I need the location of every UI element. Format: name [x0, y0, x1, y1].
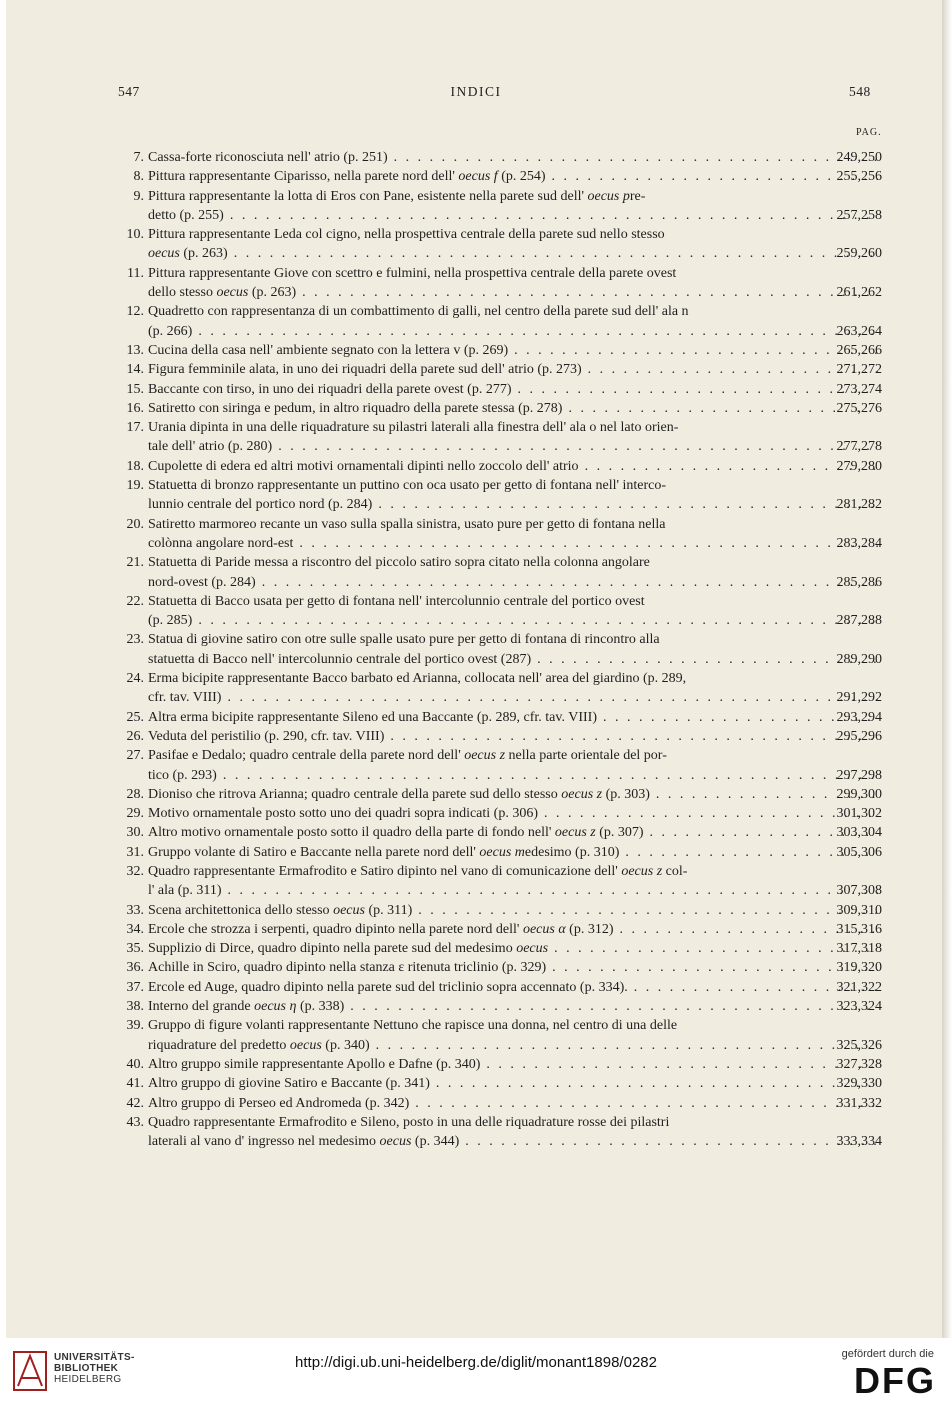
entry-number: 31. — [126, 844, 144, 860]
entry-number: 24. — [126, 671, 144, 687]
entry-text: lunnio centrale del portico nord (p. 284) . . . — [148, 495, 878, 514]
entry-text: Statuetta di bronzo rappresentante un puttino con oca usato per getto di fontana nell' interco- — [148, 478, 667, 494]
entry-text: Urania dipinta in una delle riquadrature su pilastri laterali alla finestra dell' ala o nel lato orien- — [148, 420, 679, 436]
leader-dots — [228, 246, 878, 261]
entry-pages: 317,318 — [836, 941, 882, 957]
entry-number: 12. — [126, 304, 144, 320]
entry-text: Statuetta di Bacco usata per getto di fontana nell' intercolunnio centrale del portico ovest — [148, 593, 645, 609]
entry-pages: 309,310 — [836, 902, 882, 918]
entry-pages: 271,272 — [836, 362, 882, 378]
entry-pages: 293,294 — [836, 709, 882, 725]
entry-number: 22. — [126, 593, 144, 609]
entry-number: 19. — [126, 478, 144, 494]
entry-number: 32. — [126, 863, 144, 879]
leader-dots — [224, 208, 878, 223]
index-entry-continuation — [6, 322, 946, 341]
entry-pages: 305,306 — [836, 844, 882, 860]
leader-dots — [272, 439, 878, 454]
index-entry — [6, 1074, 946, 1093]
leader-dots — [293, 536, 878, 551]
entry-pages: 327,328 — [836, 1056, 882, 1072]
leader-dots — [480, 1057, 878, 1072]
entry-pages: 291,292 — [836, 690, 882, 706]
leader-dots — [192, 613, 878, 628]
entry-number: 28. — [126, 786, 144, 802]
entry-pages: 261,262 — [836, 285, 882, 301]
entry-number: 29. — [126, 806, 144, 822]
entry-number: 17. — [126, 420, 144, 436]
index-entry — [6, 399, 946, 418]
entry-text: Pittura rappresentante Leda col cigno, nella prospettiva centrale della parete sud nello stesso — [148, 227, 665, 243]
index-entry — [6, 727, 946, 746]
entry-number: 7. — [133, 150, 144, 165]
index-entry-continuation — [6, 573, 946, 592]
entry-text: Pittura rappresentante Giove con scettro e fulmini, nella prospettiva centrale della parete ovest — [148, 265, 677, 281]
entry-text: Dioniso che ritrova Arianna; quadro centrale della parete sud dello stesso oecus z (p. 303) . . . — [148, 785, 878, 804]
entry-number: 41. — [126, 1076, 144, 1092]
entry-pages: 283,284 — [836, 535, 882, 551]
index-entry-continuation — [6, 244, 946, 263]
leader-dots — [388, 150, 878, 165]
entry-pages: 307,308 — [836, 883, 882, 899]
library-name: UNIVERSITÄTS- BIBLIOTHEK HEIDELBERG — [54, 1352, 135, 1385]
entry-pages: 257,258 — [836, 207, 882, 223]
entry-number: 14. — [126, 362, 144, 378]
entry-pages: 285,286 — [836, 574, 882, 590]
index-entry — [6, 418, 946, 437]
index-entry — [6, 862, 946, 881]
entry-number: 26. — [126, 728, 144, 744]
entry-text: Cassa-forte riconosciuta nell' atrio (p. 251) . . . — [148, 148, 878, 167]
page-edge — [942, 0, 952, 1338]
entry-number: 9. — [133, 188, 144, 204]
leader-dots — [221, 690, 878, 705]
index-entries — [6, 148, 946, 1151]
entry-number: 30. — [126, 825, 144, 841]
entry-text: Ercole ed Auge, quadro dipinto nella parete sud del triclinio sopra accennato (p. 334). . . . — [148, 978, 878, 997]
entry-text: (p. 285) . . . — [148, 611, 878, 630]
leader-dots — [344, 999, 878, 1014]
entry-number: 33. — [126, 902, 144, 918]
index-entry — [6, 457, 946, 476]
leader-dots — [384, 729, 878, 744]
index-entry-continuation — [6, 495, 946, 514]
entry-pages: 299,300 — [836, 786, 882, 802]
index-entry — [6, 843, 946, 862]
index-entry — [6, 939, 946, 958]
entry-pages: 281,282 — [836, 497, 882, 513]
index-entry — [6, 630, 946, 649]
entry-number: 15. — [126, 381, 144, 397]
running-header — [6, 84, 946, 104]
entry-pages: 331,332 — [836, 1095, 882, 1111]
entry-pages: 265,266 — [836, 342, 882, 358]
entry-text: Quadro rappresentante Ermafrodito e Satiro dipinto nel vano di comunicazione dell' oecus z col- — [148, 863, 688, 879]
entry-pages: 287,288 — [836, 613, 882, 629]
leader-dots — [430, 1076, 878, 1091]
index-entry — [6, 1094, 946, 1113]
entry-number: 43. — [126, 1114, 144, 1130]
index-entry — [6, 958, 946, 977]
entry-number: 16. — [126, 400, 144, 416]
entry-text: Pittura rappresentante la lotta di Eros con Pane, esistente nella parete sud dell' oecus pre- — [148, 188, 646, 204]
entry-text: dello stesso oecus (p. 263) . . . — [148, 283, 878, 302]
entry-text: (p. 266) . . . — [148, 322, 878, 341]
leader-dots — [296, 285, 878, 300]
entry-text: Erma bicipite rappresentante Bacco barbato ed Arianna, collocata nell' area del giardino (p. 289, — [148, 671, 687, 687]
index-entry — [6, 553, 946, 572]
entry-text: Quadretto con rappresentanza di un combattimento di galli, nel centro della parete sud dell' ala n — [148, 304, 689, 320]
index-entry — [6, 901, 946, 920]
index-entry-continuation — [6, 206, 946, 225]
index-entry — [6, 1113, 946, 1132]
index-entry — [6, 978, 946, 997]
index-entry — [6, 746, 946, 765]
index-entry — [6, 360, 946, 379]
entry-text: Pasifae e Dedalo; quadro centrale della parete nord dell' oecus z nella parte orientale del por- — [148, 748, 667, 764]
entry-pages: 289,290 — [836, 651, 882, 667]
leader-dots — [459, 1134, 878, 1149]
entry-pages: 259,260 — [836, 246, 882, 262]
index-entry-continuation — [6, 283, 946, 302]
entry-text: l' ala (p. 311) . . . — [148, 881, 878, 900]
leader-dots — [222, 883, 878, 898]
entry-number: 39. — [126, 1018, 144, 1034]
entry-text: colònna angolare nord-est . . . — [148, 534, 878, 553]
index-entry — [6, 167, 946, 186]
entry-number: 34. — [126, 921, 144, 937]
entry-number: 13. — [126, 342, 144, 358]
entry-text: cfr. tav. VIII) . . . — [148, 688, 878, 707]
entry-pages: 329,330 — [836, 1076, 882, 1092]
entry-text: Altro gruppo di giovine Satiro e Baccante (p. 341) . . . — [148, 1074, 878, 1093]
index-entry-continuation — [6, 1036, 946, 1055]
footer-bar — [0, 1338, 952, 1404]
entry-text: Baccante con tirso, in uno dei riquadri della parete ovest (p. 277) . . . — [148, 380, 878, 399]
entry-number: 27. — [126, 748, 144, 764]
index-entry — [6, 997, 946, 1016]
entry-text: laterali al vano d' ingresso nel medesimo oecus (p. 344) . . . — [148, 1132, 878, 1151]
entry-text: Quadro rappresentante Ermafrodito e Sileno, posto in una delle riquadrature rosse dei pilastri — [148, 1114, 670, 1130]
index-entry — [6, 1055, 946, 1074]
leader-dots — [412, 903, 878, 918]
index-entry — [6, 920, 946, 939]
entry-text: Motivo ornamentale posto sotto uno dei quadri sopra indicati (p. 306) . . . — [148, 804, 878, 823]
entry-pages: 301,302 — [836, 806, 882, 822]
index-entry-continuation — [6, 766, 946, 785]
entry-pages: 263,264 — [836, 323, 882, 339]
index-entry — [6, 823, 946, 842]
entry-number: 20. — [126, 516, 144, 532]
index-entry — [6, 225, 946, 244]
index-entry-continuation — [6, 650, 946, 669]
pag-column-label: PAG. — [856, 127, 882, 138]
entry-pages: 279,280 — [836, 458, 882, 474]
index-entry-continuation — [6, 1132, 946, 1151]
page-number-right: 548 — [849, 84, 871, 99]
dfg-logo: DFG — [854, 1360, 936, 1401]
leader-dots — [192, 324, 878, 339]
entry-text: Interno del grande oecus η (p. 338) . . . — [148, 997, 878, 1016]
entry-number: 23. — [126, 632, 144, 648]
index-entry-continuation — [6, 688, 946, 707]
entry-pages: 249,250 — [836, 150, 882, 165]
index-entry-continuation — [6, 534, 946, 553]
leader-dots — [372, 497, 878, 512]
entry-text: tico (p. 293) . . . — [148, 766, 878, 785]
entry-number: 25. — [126, 709, 144, 725]
index-entry — [6, 592, 946, 611]
entry-text: Altro gruppo di Perseo ed Andromeda (p. 342) . . . — [148, 1094, 878, 1113]
index-entry — [6, 515, 946, 534]
index-entry-continuation — [6, 437, 946, 456]
entry-number: 37. — [126, 979, 144, 995]
leader-dots — [409, 1096, 878, 1111]
entry-text: tale dell' atrio (p. 280) . . . — [148, 437, 878, 456]
entry-pages: 315,316 — [836, 921, 882, 937]
index-entry — [6, 380, 946, 399]
index-entry — [6, 476, 946, 495]
entry-number: 40. — [126, 1056, 144, 1072]
entry-pages: 319,320 — [836, 960, 882, 976]
entry-number: 36. — [126, 960, 144, 976]
entry-number: 18. — [126, 458, 144, 474]
entry-number: 8. — [133, 169, 144, 185]
entry-pages: 303,304 — [836, 825, 882, 841]
permalink-url[interactable]: http://digi.ub.uni-heidelberg.de/diglit/monant1898/0282 — [295, 1354, 657, 1371]
entry-pages: 273,274 — [836, 381, 882, 397]
entry-pages: 255,256 — [836, 169, 882, 185]
entry-text: Veduta del peristilio (p. 290, cfr. tav. VIII) . . . — [148, 727, 878, 746]
entry-text: Cucina della casa nell' ambiente segnato con la lettera v (p. 269) . . . — [148, 341, 878, 360]
entry-pages: 277,278 — [836, 439, 882, 455]
document-page — [6, 0, 946, 1338]
entry-pages: 275,276 — [836, 400, 882, 416]
entry-number: 38. — [126, 999, 144, 1015]
entry-text: oecus (p. 263) . . . — [148, 244, 878, 263]
entry-pages: 321,322 — [836, 979, 882, 995]
leader-dots — [256, 575, 878, 590]
index-entry-continuation — [6, 611, 946, 630]
entry-pages: 297,298 — [836, 767, 882, 783]
entry-text: Cupolette di edera ed altri motivi ornamentali dipinti nello zoccolo dell' atrio . . . — [148, 457, 878, 476]
index-entry — [6, 804, 946, 823]
entry-text: Satiretto marmoreo recante un vaso sulla spalla sinistra, usato pure per getto di fontana nella — [148, 516, 666, 532]
entry-pages: 333,334 — [836, 1134, 882, 1150]
index-entry — [6, 669, 946, 688]
entry-text: statuetta di Bacco nell' intercolunnio centrale del portico ovest (287) . . . — [148, 650, 878, 669]
index-entry — [6, 264, 946, 283]
index-entry — [6, 785, 946, 804]
entry-number: 42. — [126, 1095, 144, 1111]
entry-text: riquadrature del predetto oecus (p. 340) . . . — [148, 1036, 878, 1055]
index-entry — [6, 302, 946, 321]
entry-text: nord-ovest (p. 284) . . . — [148, 573, 878, 592]
entry-text: detto (p. 255) . . . — [148, 206, 878, 225]
entry-text: Ercole che strozza i serpenti, quadro dipinto nella parete nord dell' oecus α (p. 312) . . . — [148, 920, 878, 939]
entry-text: Achille in Sciro, quadro dipinto nella stanza ε ritenuta triclinio (p. 329) . . . — [148, 958, 878, 977]
entry-number: 11. — [127, 265, 144, 281]
entry-pages: 295,296 — [836, 728, 882, 744]
leader-dots — [217, 768, 878, 783]
entry-number: 10. — [126, 227, 144, 243]
index-entry — [6, 708, 946, 727]
entry-text: Figura femminile alata, in uno dei riquadri della parete sud dell' atrio (p. 273) . . . — [148, 360, 878, 379]
funder-caption: gefördert durch die — [841, 1348, 934, 1360]
entry-text: Supplizio di Dirce, quadro dipinto nella parete sud del medesimo oecus . . . — [148, 939, 878, 958]
entry-text: Statua di giovine satiro con otre sulle spalle usato pure per getto di fontana di rincontro alla — [148, 632, 660, 648]
index-entry-continuation — [6, 881, 946, 900]
entry-text: Altra erma bicipite rappresentante Sileno ed una Baccante (p. 289, cfr. tav. VIII) . . . — [148, 708, 878, 727]
index-entry — [6, 1016, 946, 1035]
entry-text: Altro gruppo simile rappresentante Apollo e Dafne (p. 340) . . . — [148, 1055, 878, 1074]
entry-number: 21. — [126, 555, 144, 571]
leader-dots — [370, 1038, 878, 1053]
index-entry — [6, 341, 946, 360]
entry-text: Altro motivo ornamentale posto sotto il quadro della parte di fondo nell' oecus z (p. 307) . . . — [148, 823, 878, 842]
index-entry — [6, 148, 946, 167]
entry-pages: 325,326 — [836, 1037, 882, 1053]
entry-text: Gruppo di figure volanti rappresentante Nettuno che rapisce una donna, nel centro di una delle — [148, 1018, 678, 1034]
entry-text: Statuetta di Paride messa a riscontro del piccolo satiro sopra citato nella colonna angolare — [148, 555, 650, 571]
index-entry — [6, 187, 946, 206]
page-number-left: 547 — [118, 84, 140, 99]
running-title: INDICI — [450, 84, 502, 99]
entry-text: Satiretto con siringa e pedum, in altro riquadro della parete stessa (p. 278) . . . — [148, 399, 878, 418]
entry-text: Pittura rappresentante Ciparisso, nella parete nord dell' oecus f (p. 254) . . . — [148, 167, 878, 186]
entry-text: Scena architettonica dello stesso oecus (p. 311) . . . — [148, 901, 878, 920]
entry-pages: 323,324 — [836, 999, 882, 1015]
entry-number: 35. — [126, 941, 144, 957]
entry-text: Gruppo volante di Satiro e Baccante nella parete nord dell' oecus medesimo (p. 310) . . . — [148, 843, 878, 862]
